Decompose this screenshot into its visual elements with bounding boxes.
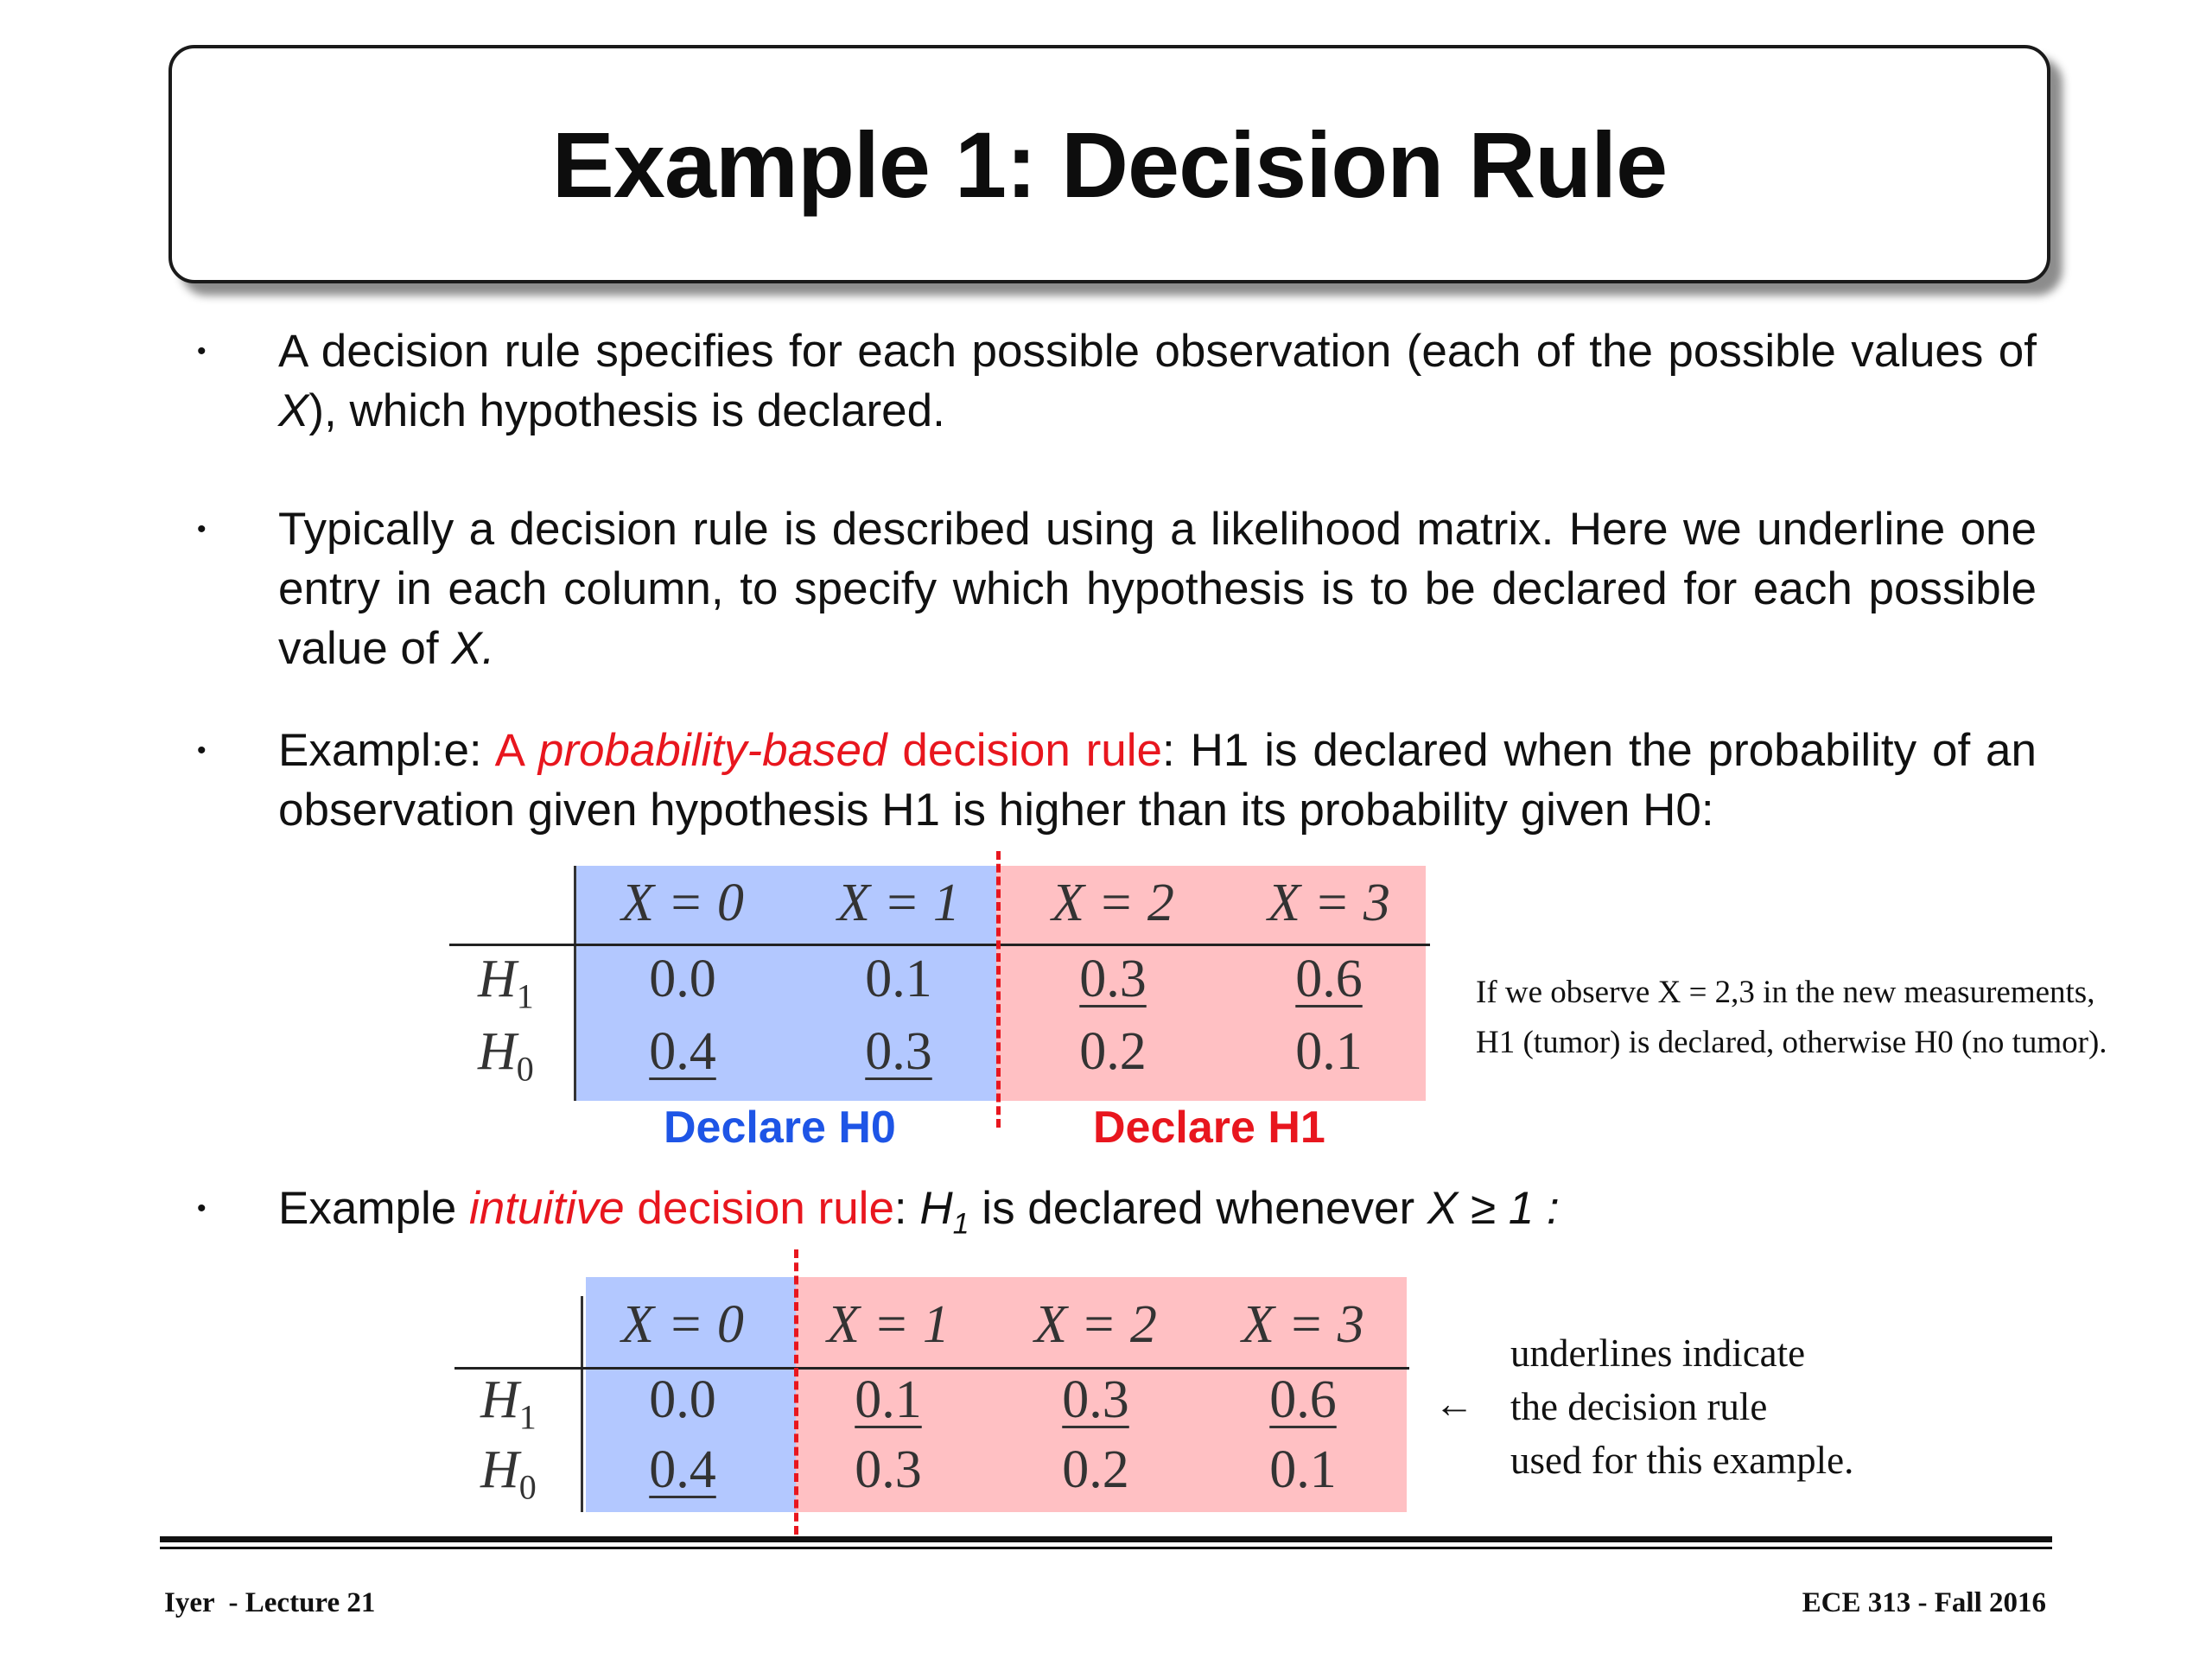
bullet-marker-3: •: [197, 736, 207, 765]
matrix-cell: 0.6: [1295, 950, 1363, 1008]
bullet-text-segment: X ≥ 1 :: [1427, 1183, 1560, 1234]
bullet-text-segment: ), which hypothesis is declared.: [308, 385, 945, 436]
bullet-text-segment: A: [494, 725, 538, 776]
bullet-text-segment: intuitive: [468, 1183, 625, 1234]
declare-h0-label: Declare H0: [664, 1103, 896, 1153]
column-header: X = 1: [837, 874, 960, 932]
table2-note-line: underlines indicate: [1510, 1332, 1806, 1375]
bullet-text-segment: : H1 is declared when the probability of an observation given hypothesis H1 is higher than its probability given H0:: [278, 725, 2037, 836]
matrix-cell: 0.2: [1062, 1440, 1129, 1499]
bullet-text-segment: probability-based: [537, 725, 887, 776]
row-label-h1: $H_1$: [480, 1370, 537, 1437]
decision-boundary-dashed-line: [996, 851, 1001, 1128]
row-label-h0: $H_0$: [478, 1022, 534, 1089]
matrix-cell: 0.0: [649, 950, 716, 1008]
bullet-marker-1: •: [197, 337, 207, 365]
column-header: X = 1: [827, 1295, 950, 1354]
slide-title: Example 1: Decision Rule: [551, 111, 1668, 217]
matrix-cell: 0.1: [1295, 1022, 1363, 1081]
table1-note-line: H1 (tumor) is declared, otherwise H0 (no tumor).: [1476, 1025, 2107, 1060]
column-header: X = 2: [1052, 874, 1174, 932]
matrix-cell: 0.4: [649, 1022, 716, 1081]
matrix-cell: 0.3: [855, 1440, 922, 1499]
bullet-text-segment: X.: [451, 623, 495, 674]
table2-note-line: used for this example.: [1510, 1439, 1854, 1482]
bullet-text-segment: Exampl:e:: [278, 725, 495, 776]
decision-boundary-dashed-line: [794, 1249, 798, 1535]
bullet-text-segment: X: [278, 385, 309, 436]
matrix-header-rule: [449, 944, 1430, 946]
bullet-text-segment: A decision rule specifies for each possible observation (each of the possible values of: [278, 326, 2037, 377]
column-header: X = 0: [621, 874, 744, 932]
matrix-vertical-rule: [581, 1296, 583, 1512]
left-arrow-icon: ←: [1434, 1382, 1474, 1426]
footer-rule-thin: [160, 1547, 2052, 1549]
row-label-h0: $H_0$: [480, 1440, 537, 1507]
bullet-text-segment: is declared whenever: [969, 1183, 1427, 1234]
matrix-cell: 0.0: [649, 1370, 716, 1429]
matrix-cell: 0.6: [1269, 1370, 1337, 1429]
declare-h1-label: Declare H1: [1093, 1103, 1325, 1153]
column-header: X = 3: [1268, 874, 1390, 932]
table2-note-line: the decision rule: [1510, 1385, 1768, 1428]
bullet-text-2: [278, 499, 2037, 678]
bullet-text-4: [278, 1179, 2037, 1255]
column-header: X = 0: [621, 1295, 744, 1354]
bullet-text-segment: decision rule: [624, 1183, 894, 1234]
matrix-cell: 0.3: [1079, 950, 1147, 1008]
bullet-text-3: [278, 721, 2037, 840]
matrix-vertical-rule: [574, 866, 576, 1101]
matrix-cell: 0.3: [1062, 1370, 1129, 1429]
bullet-text-segment: Example: [278, 1183, 469, 1234]
row-label-h1: $H_1$: [478, 950, 534, 1016]
matrix-cell: 0.2: [1079, 1022, 1147, 1081]
column-header: X = 2: [1034, 1295, 1157, 1354]
bullet-text-segment: decision rule: [887, 725, 1163, 776]
bullet-text-1: [278, 321, 2037, 441]
matrix-cell: 0.1: [865, 950, 932, 1008]
matrix-cell: 0.4: [649, 1440, 716, 1499]
bullet-marker-4: •: [197, 1194, 207, 1223]
bullet-marker-2: •: [197, 515, 207, 543]
bullet-text-segment: :: [893, 1183, 920, 1234]
footer-rule: [160, 1536, 2052, 1542]
bullet-text-segment: 1: [952, 1207, 969, 1241]
matrix-cell: 0.3: [865, 1022, 932, 1081]
matrix-cell: 0.1: [855, 1370, 922, 1429]
column-header: X = 3: [1242, 1295, 1364, 1354]
footer-right: ECE 313 - Fall 2016: [1802, 1587, 2046, 1618]
table1-note-line: If we observe X = 2,3 in the new measurements,: [1476, 975, 2095, 1010]
bullet-text-segment: Typically a decision rule is described using a likelihood matrix. Here we underline one entry in each column, to specify which hypothesis is to be declared for each possible value of: [278, 504, 2037, 674]
bullet-text-segment: H: [919, 1183, 953, 1234]
title-box: [168, 45, 2050, 283]
footer-left: Iyer - Lecture 21: [164, 1587, 376, 1618]
matrix-cell: 0.1: [1269, 1440, 1337, 1499]
